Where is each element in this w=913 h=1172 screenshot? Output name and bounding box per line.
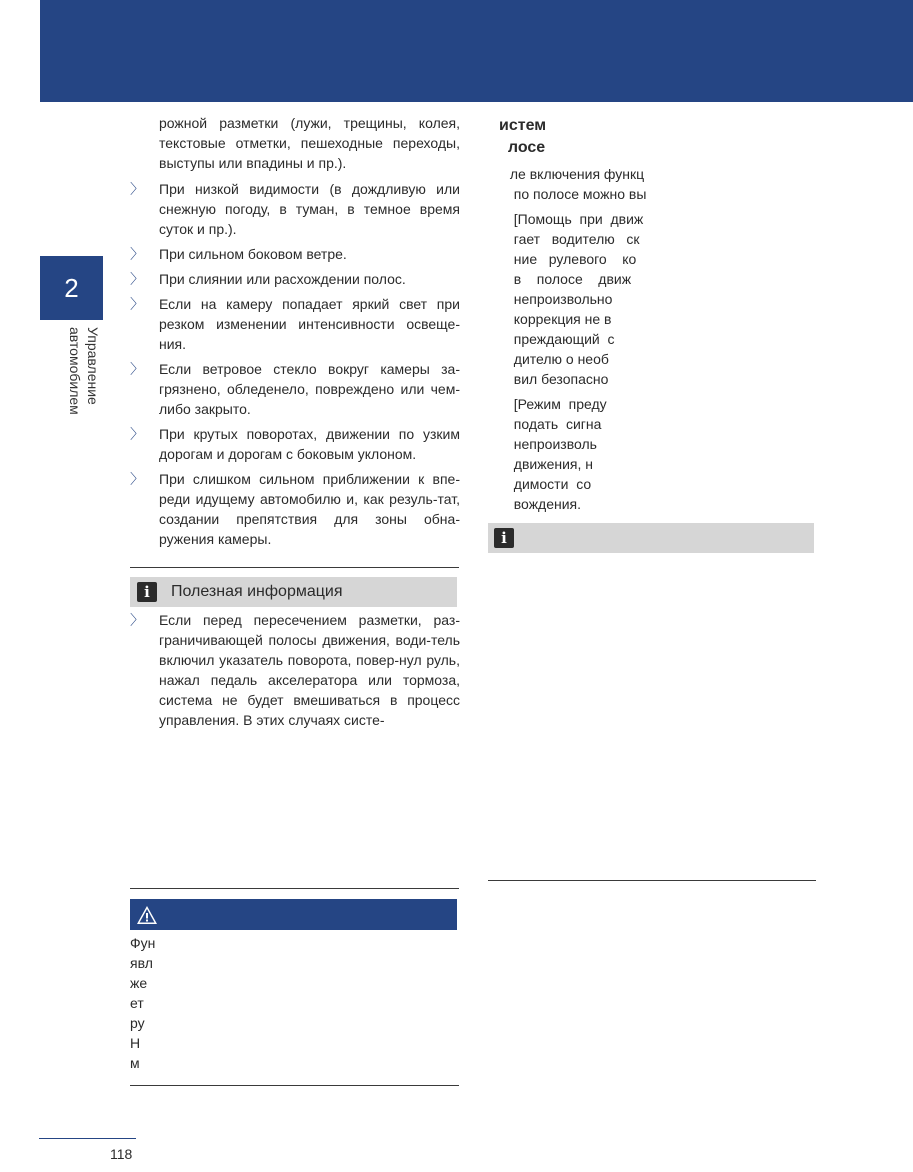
warning-line: Фун: [130, 935, 156, 951]
left-column: [130, 113, 460, 554]
list-item: [130, 294, 460, 354]
list-item: [130, 179, 460, 239]
divider: [130, 567, 459, 568]
page-number: 118: [110, 1146, 133, 1162]
section-heading-line: истем: [499, 117, 547, 134]
body-line: непроизвольно: [506, 291, 613, 307]
chevron-right-icon: 〉: [130, 361, 144, 377]
list-item-text: При низкой видимости (в дождливую или снежную погоду, в туман, в темное время суток и пр.).: [159, 181, 460, 237]
body-line: [Режим преду: [506, 396, 607, 412]
body-line: ле включения функц: [506, 166, 645, 182]
right-info-box-header: [488, 523, 814, 553]
chevron-right-icon: 〉: [130, 271, 144, 287]
list-item: [130, 424, 460, 464]
info-list: [130, 610, 460, 735]
list-item-text: При сильном боковом ветре.: [159, 246, 347, 262]
header-band: [40, 0, 913, 102]
divider: [130, 1085, 459, 1086]
chevron-right-icon: 〉: [130, 246, 144, 262]
body-line: вил безопасно: [506, 371, 609, 387]
list-item-text: Если перед пересечением разметки, раз-граничивающей полосы движения, води-тель включил указатель поворота, повер-нул руль, нажал педаль акселератора или тормоза, система не будет вмешиваться в процесс управления. В этих случаях систе-: [159, 612, 460, 728]
warning-text: [130, 933, 155, 1073]
info-icon: i: [137, 582, 157, 602]
chevron-right-icon: 〉: [130, 296, 144, 312]
body-line: в полосе движ: [506, 271, 632, 287]
list-item-text: Если ветровое стекло вокруг камеры за-грязнено, обледенело, повреждено или чем-либо закрыто.: [159, 361, 460, 417]
right-column: [488, 115, 818, 514]
warning-line: Н: [130, 1035, 141, 1051]
body-line: непроизволь: [506, 436, 597, 452]
list-item: [130, 269, 460, 289]
warning-box-header: [130, 899, 457, 930]
list-item: [130, 359, 460, 419]
warning-line: ру: [130, 1015, 145, 1031]
body-line: преждающий с: [506, 331, 615, 347]
body-line: ние рулевого ко: [506, 251, 637, 267]
list-item: [130, 244, 460, 264]
warning-icon: [136, 905, 158, 925]
chapter-title: Управление автомобилем: [67, 327, 101, 415]
chevron-right-icon: 〉: [130, 471, 144, 487]
info-box-header: [130, 577, 457, 607]
chevron-right-icon: 〉: [130, 426, 144, 442]
body-line: дителю о необ: [506, 351, 609, 367]
section-body: [506, 164, 818, 514]
page-number-rule: [39, 1138, 136, 1139]
body-line: по полосе можно вы: [506, 186, 647, 202]
chevron-right-icon: 〉: [130, 612, 144, 628]
list-item-text: При слиянии или расхождении полос.: [159, 271, 406, 287]
warning-line: м: [130, 1055, 140, 1071]
list-item: [130, 610, 460, 730]
warning-line: же: [130, 975, 148, 991]
chapter-number-tab: [40, 256, 103, 320]
body-line: вождения.: [506, 496, 582, 512]
list-item-text: При крутых поворотах, движении по узким дорогам и дорогам с боковым уклоном.: [159, 426, 460, 462]
section-heading: [499, 115, 818, 159]
section-heading-line: лосе: [499, 139, 546, 156]
body-line: подать сигна: [506, 416, 602, 432]
intro-text: рожной разметки (лужи, трещины, колея, текстовые отметки, пешеходные переходы, выступы или впадины и пр.).: [159, 115, 460, 171]
info-icon: i: [494, 528, 514, 548]
chevron-right-icon: 〉: [130, 181, 144, 197]
list-item-text: Если на камеру попадает яркий свет при резком изменении интенсивности освеще-ния.: [159, 296, 460, 352]
info-box-title: Полезная информация: [171, 583, 343, 600]
body-line: гает водителю ск: [506, 231, 640, 247]
chapter-number: 2: [64, 272, 79, 303]
divider: [488, 880, 816, 881]
body-line: коррекция не в: [506, 311, 612, 327]
body-line: димости со: [506, 476, 592, 492]
body-line: движения, н: [506, 456, 594, 472]
warning-line: явл: [130, 955, 153, 971]
body-line: [Помощь при движ: [506, 211, 644, 227]
divider: [130, 888, 459, 889]
list-item: [130, 469, 460, 549]
list-item-text: При слишком сильном приближении к впе-реди идущему автомобилю и, как резуль-тат, создании препятствия для зоны обна-ружения камеры.: [159, 471, 460, 547]
warning-line: ет: [130, 995, 144, 1011]
